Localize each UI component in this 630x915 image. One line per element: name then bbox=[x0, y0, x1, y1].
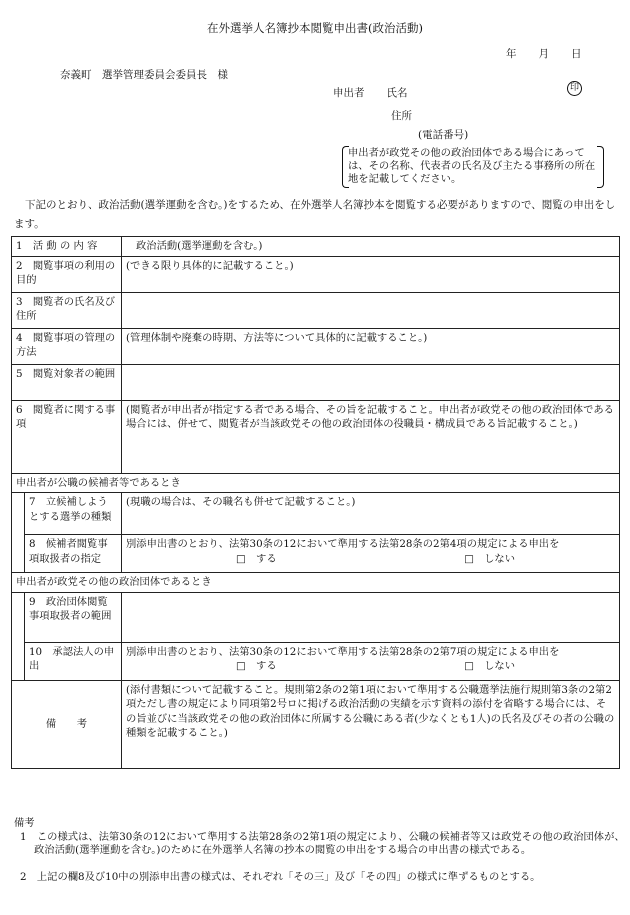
application-table bbox=[11, 236, 620, 769]
indent-cell bbox=[12, 592, 25, 642]
indent-cell bbox=[12, 642, 25, 680]
table-row bbox=[12, 256, 620, 292]
indent-cell bbox=[12, 535, 25, 573]
name-label: 氏名 bbox=[386, 87, 408, 99]
date-line bbox=[506, 46, 582, 61]
table-row bbox=[12, 493, 620, 535]
table-row bbox=[12, 680, 620, 768]
footnote-2: 2 上記の欄8及び10中の別添申出書の様式は、それぞれ「その三」及び「その四」の様式に準ずるものとする。 bbox=[20, 871, 541, 883]
row10-label: 10 承認法人の申出 bbox=[25, 642, 122, 680]
footnote-heading: 備考 bbox=[14, 817, 35, 829]
row6-label: 6 閲覧者に関する事項 bbox=[12, 400, 122, 473]
row10-yes-checkbox[interactable]: □ する bbox=[236, 660, 277, 672]
row8-label: 8 候補者閲覧事項取扱者の指定 bbox=[25, 535, 122, 573]
row2-label: 2 閲覧事項の利用の目的 bbox=[12, 256, 122, 292]
footnote-1: 1 この様式は、法第30条の12において準用する法第28条の2第1項の規定により、公職の候補者等又は政党その他の政治団体が、政治活動(選挙運動を含む。)のために在外選挙人名簿の抄本の閲覧の申出をする場合の申出書の様式である。 bbox=[20, 831, 625, 856]
bracket-note bbox=[342, 146, 604, 186]
table-row bbox=[12, 592, 620, 642]
date-day: 日 bbox=[571, 48, 582, 60]
bracket-right bbox=[597, 146, 604, 188]
remarks-value: (添付書類について記載すること。規則第2条の2第1項において準用する公職選挙法施行規則第3条の2第2項ただし書の規定により同項第2号ロに掲げる政治活動の実績を示す資料の添付を省略する場合には、その旨並びに当該政党その他の政治団体に所属する公職にある者(少なくとも1人)の氏名及びその者の公職の種類を記載すること。) bbox=[122, 680, 620, 768]
remarks-label: 備 考 bbox=[12, 680, 122, 768]
row10-no-checkbox[interactable]: □ しない bbox=[464, 660, 515, 672]
address-label: 住所 bbox=[391, 110, 412, 122]
row10-value bbox=[122, 642, 620, 680]
bracket-note-text: 申出者が政党その他の政治団体である場合にあっては、その名称、代表者の氏名及び主たる事務所の所在地を記載してください。 bbox=[348, 147, 596, 185]
table-row bbox=[12, 328, 620, 364]
row8-yes-checkbox[interactable]: □ する bbox=[236, 552, 277, 565]
table-row bbox=[12, 473, 620, 493]
row1-label: 1 活 動 の 内 容 bbox=[12, 237, 122, 257]
row9-label: 9 政治団体閲覧事項取扱者の範囲 bbox=[25, 592, 122, 642]
row1-value: 政治活動(選挙運動を含む。) bbox=[122, 237, 620, 257]
section-party: 申出者が政党その他の政治団体であるとき bbox=[12, 573, 620, 593]
date-month: 月 bbox=[538, 48, 549, 60]
section-candidate: 申出者が公職の候補者等であるとき bbox=[12, 473, 620, 493]
form-title: 在外選挙人名簿抄本閲覧申出書(政治活動) bbox=[207, 21, 423, 35]
indent-cell bbox=[12, 493, 25, 535]
row3-label: 3 閲覧者の氏名及び住所 bbox=[12, 292, 122, 328]
row9-value[interactable] bbox=[122, 592, 620, 642]
row4-value: (管理体制や廃棄の時期、方法等について具体的に記載すること。) bbox=[122, 328, 620, 364]
table-row bbox=[12, 292, 620, 328]
row8-text: 別添申出書のとおり、法第30条の12において準用する法第28条の2第4項の規定による申出を bbox=[126, 538, 560, 550]
seal-icon: 印 bbox=[567, 81, 582, 96]
row2-value: (できる限り具体的に記載すること。) bbox=[122, 256, 620, 292]
table-row bbox=[12, 535, 620, 573]
row7-label: 7 立候補しようとする選挙の種類 bbox=[25, 493, 122, 535]
row5-label: 5 閲覧対象者の範囲 bbox=[12, 364, 122, 400]
addressee: 奈義町 選挙管理委員会委員長 様 bbox=[60, 69, 228, 81]
row5-value[interactable] bbox=[122, 364, 620, 400]
applicant-line bbox=[333, 85, 408, 100]
row8-no-checkbox[interactable]: □ しない bbox=[464, 552, 515, 565]
table-row bbox=[12, 573, 620, 593]
intro-paragraph: 下記のとおり、政治活動(選挙運動を含む。)をするため、在外選挙人名簿抄本を閲覧する必要がありますので、閲覧の申出をします。 bbox=[14, 199, 616, 230]
table-row bbox=[12, 642, 620, 680]
applicant-label: 申出者 bbox=[333, 87, 365, 99]
row3-value[interactable] bbox=[122, 292, 620, 328]
phone-label: (電話番号) bbox=[418, 129, 469, 141]
date-year: 年 bbox=[506, 48, 517, 60]
row6-value: (閲覧者が申出者が指定する者である場合、その旨を記載すること。申出者が政党その他の政治団体である場合には、併せて、閲覧者が当該政党その他の政治団体の役職員・構成員である旨記載すること。) bbox=[122, 400, 620, 473]
row4-label: 4 閲覧事項の管理の方法 bbox=[12, 328, 122, 364]
row8-value bbox=[122, 535, 620, 573]
table-row bbox=[12, 364, 620, 400]
table-row bbox=[12, 237, 620, 257]
row7-value: (現職の場合は、その職名も併せて記載すること。) bbox=[122, 493, 620, 535]
row10-text: 別添申出書のとおり、法第30条の12において準用する法第28条の2第7項の規定による申出を bbox=[126, 645, 560, 658]
table-row bbox=[12, 400, 620, 473]
